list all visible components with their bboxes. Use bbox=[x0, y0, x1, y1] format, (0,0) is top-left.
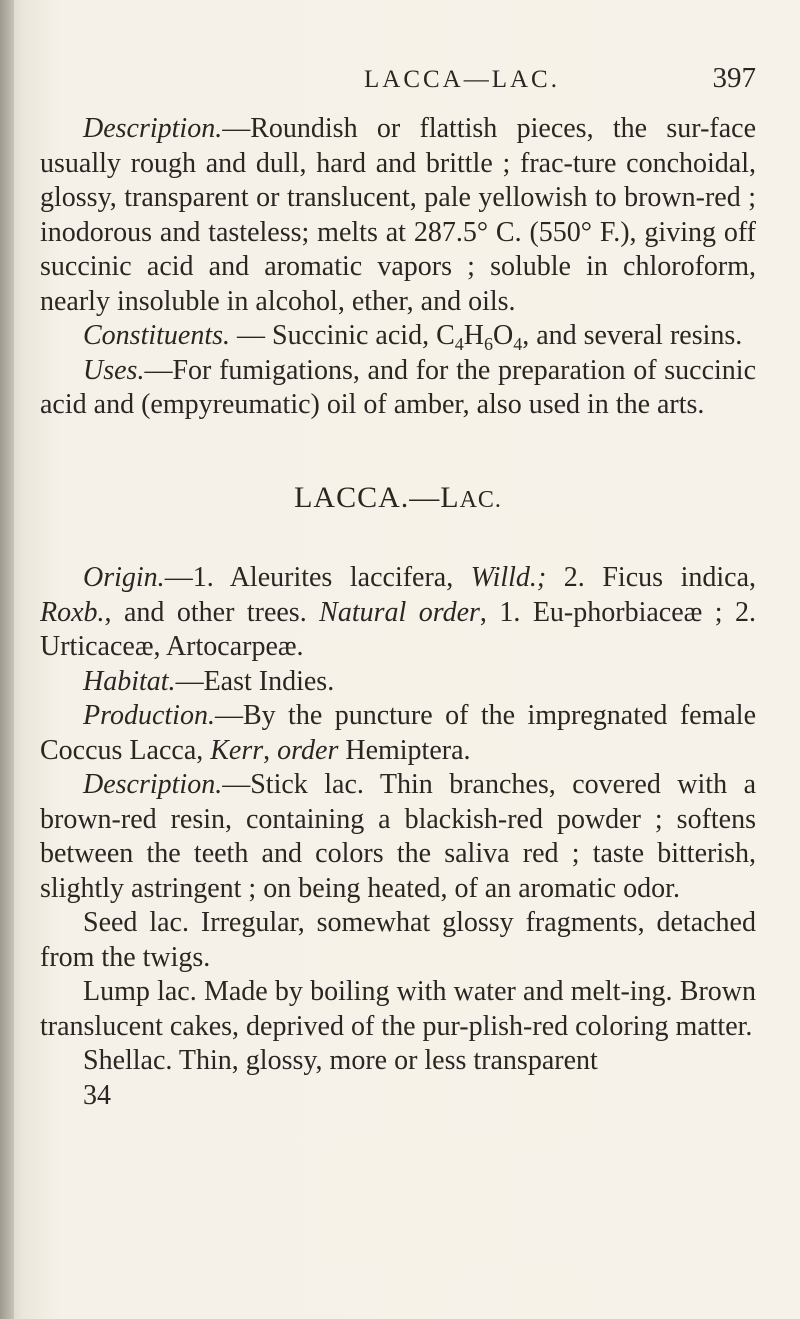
chemical-formula: $C_4H_6O_4$ bbox=[436, 320, 523, 354]
page-body bbox=[40, 112, 756, 1113]
amber-description: Description.—Roundish or flattish pieces, the sur-face usually rough and dull, hard and brittle ; frac-ture conchoidal, glossy, transparent or translucent, pale yellowish to brown-red ; inodorous and tasteless; melts at 287.5° C. (550° F.), giving off succinic acid and aromatic vapors ; soluble in chloroform, nearly insoluble in alcohol, ether, and oils. bbox=[40, 113, 756, 317]
label-production: Production. bbox=[83, 700, 215, 731]
lacca-lump-lac: Lump lac. Made by boiling with water and melt-ing. Brown translucent cakes, deprived of the pur-plish-red coloring matter. bbox=[40, 976, 756, 1042]
label-habitat: Habitat. bbox=[83, 665, 176, 697]
amber-constituents: Constituents. — Succinic acid, $C_4H_6O_4$, and several resins. bbox=[83, 320, 743, 354]
book-spine-shadow bbox=[0, 0, 14, 1319]
amber-uses: Uses.—For fumigations, and for the preparation of succinic acid and (empyreumatic) oil of amber, also used in the arts. bbox=[40, 354, 756, 420]
page-number: 397 bbox=[712, 62, 756, 94]
lacca-description: Description.—Stick lac. Thin branches, covered with a brown-red resin, containing a blackish-red powder ; softens between the teeth and colors the saliva red ; taste bitterish, slightly astringent ; on being heated, of an aromatic odor. bbox=[40, 769, 756, 904]
label-origin: Origin. bbox=[83, 562, 165, 593]
section-heading-lacca: LACCA.—LAC. bbox=[294, 480, 502, 514]
lacca-shellac: Shellac. Thin, glossy, more or less transparent bbox=[83, 1045, 598, 1076]
signature-mark: 34 bbox=[83, 1079, 111, 1111]
label-constituents: Constituents. bbox=[83, 320, 231, 351]
lacca-origin: Origin.—1. Aleurites laccifera, Willd.; 2. Ficus indica, Roxb., and other trees. Natural order, 1. Eu-phorbiaceæ ; 2. Urticaceæ, Artocarpeæ. bbox=[40, 562, 757, 662]
lacca-habitat: Habitat.—East Indies. bbox=[83, 665, 335, 697]
label-description: Description. bbox=[83, 113, 223, 144]
lacca-production: Production.—By the puncture of the impregnated female Coccus Lacca, Kerr, order Hemiptera. bbox=[40, 700, 756, 766]
running-title: LACCA—LAC. bbox=[364, 66, 560, 93]
label-description-lacca: Description. bbox=[83, 769, 223, 800]
lacca-seed-lac: Seed lac. Irregular, somewhat glossy fragments, detached from the twigs. bbox=[40, 907, 756, 973]
label-uses: Uses. bbox=[83, 354, 145, 386]
